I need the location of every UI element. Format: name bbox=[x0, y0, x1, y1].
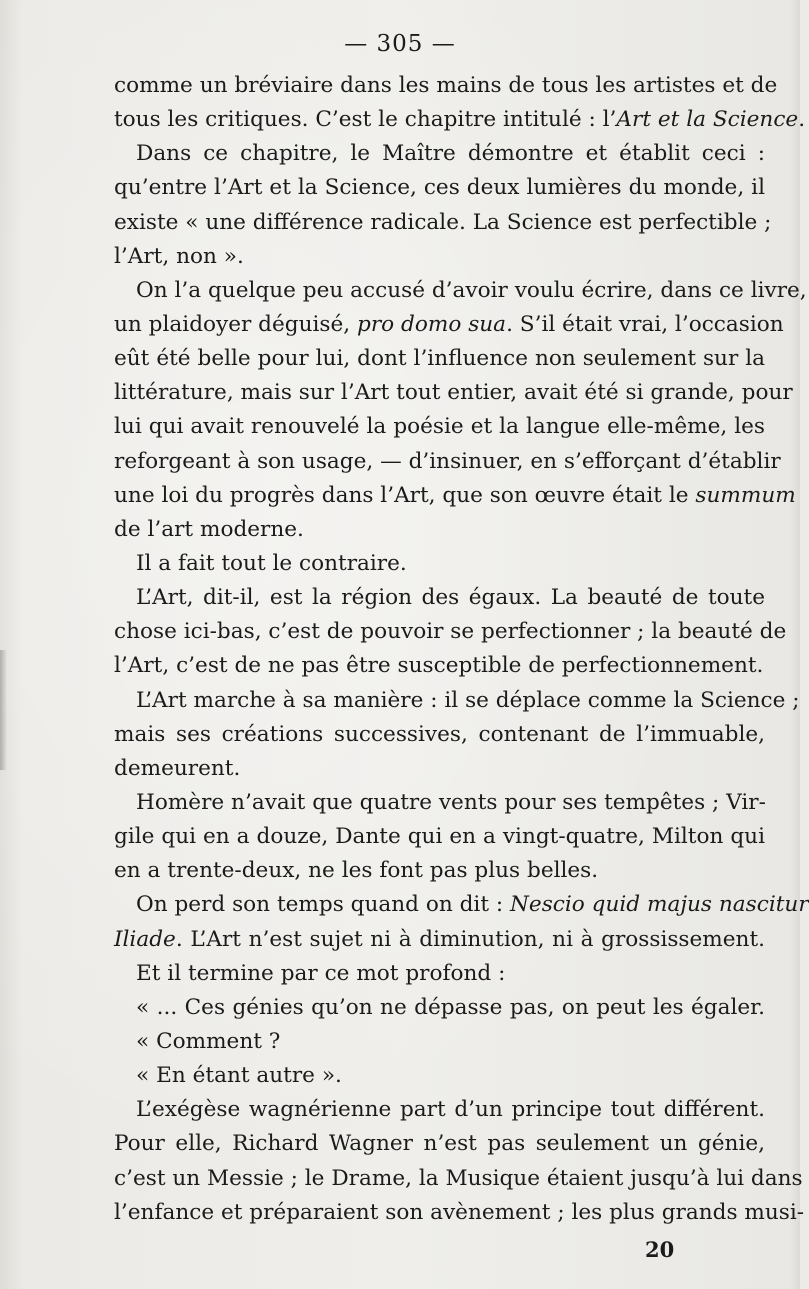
text-run: tous les critiques. C’est le chapitre intitulé : l’ bbox=[114, 107, 617, 133]
text-line bbox=[114, 649, 765, 683]
text-line bbox=[114, 786, 765, 820]
text-run: Homère n’avait que quatre vents pour ses tempêtes ; Vir- bbox=[136, 789, 766, 815]
text-line bbox=[114, 1162, 803, 1196]
text-run: l’Art, non ». bbox=[114, 243, 244, 269]
text-line bbox=[114, 445, 781, 479]
text-run: existe « une différence radicale. La Science est perfectible ; bbox=[114, 209, 772, 235]
text-line bbox=[114, 103, 806, 137]
text-run: en a trente-deux, ne les font pas plus belles. bbox=[114, 858, 599, 884]
text-run: une loi du progrès dans l’Art, que son œuvre était le bbox=[114, 482, 696, 508]
italic-text-run: pro domo sua bbox=[357, 311, 507, 337]
italic-text-run: Iliade bbox=[114, 926, 176, 952]
text-run: On l’a quelque peu accusé d’avoir voulu écrire, dans ce livre, bbox=[136, 277, 807, 303]
text-line bbox=[114, 1127, 765, 1161]
text-run: Pour elle, Richard Wagner n’est pas seulement un génie, bbox=[114, 1131, 765, 1157]
text-run: chose ici-bas, c’est de pouvoir se perfectionner ; la beauté de bbox=[114, 619, 787, 645]
text-line bbox=[114, 718, 765, 752]
text-run: littérature, mais sur l’Art tout entier, avait été si grande, pour bbox=[114, 380, 793, 406]
text-line bbox=[114, 308, 784, 342]
signature-mark: 20 bbox=[645, 1237, 675, 1262]
text-run: L’Art, dit-il, est la région des égaux. La beauté de toute bbox=[136, 585, 765, 611]
page-binding-shadow bbox=[0, 650, 7, 770]
text-line bbox=[114, 376, 793, 410]
text-run: demeurent. bbox=[114, 755, 241, 781]
text-line bbox=[114, 752, 765, 786]
text-run: de l’art moderne. bbox=[114, 516, 304, 542]
text-line bbox=[114, 479, 796, 513]
text-line bbox=[114, 581, 765, 615]
text-line bbox=[114, 69, 778, 103]
text-line bbox=[114, 171, 765, 205]
text-line bbox=[114, 206, 772, 240]
text-line bbox=[114, 137, 765, 171]
text-run: On perd son temps quand on dit : bbox=[136, 892, 511, 918]
text-line bbox=[114, 923, 765, 957]
body-text bbox=[114, 69, 809, 1230]
text-line bbox=[114, 274, 807, 308]
text-line bbox=[114, 342, 765, 376]
text-run: Dans ce chapitre, le Maître démontre et établit ceci : bbox=[136, 141, 765, 167]
text-run: l’enfance et préparaient son avènement ; les plus grands musi- bbox=[114, 1199, 805, 1225]
text-line bbox=[114, 1196, 805, 1230]
text-line bbox=[114, 1093, 765, 1127]
text-line bbox=[114, 991, 765, 1025]
text-line bbox=[114, 957, 765, 991]
text-run: un plaidoyer déguisé, bbox=[114, 311, 358, 337]
text-line bbox=[114, 854, 765, 888]
text-line bbox=[114, 547, 765, 581]
text-line bbox=[114, 1025, 765, 1059]
italic-text-run: Nescio quid majus nascitur bbox=[510, 892, 809, 918]
text-line bbox=[114, 513, 765, 547]
italic-text-run: Art et la Science bbox=[616, 107, 799, 133]
text-run: Il a fait tout le contraire. bbox=[136, 550, 407, 576]
italic-text-run: summum bbox=[695, 482, 796, 508]
text-line bbox=[114, 1059, 765, 1093]
text-run: « Comment ? bbox=[136, 1028, 281, 1054]
text-line bbox=[114, 684, 800, 718]
text-run: L’exégèse wagnérienne part d’un principe tout différent. bbox=[136, 1097, 765, 1123]
text-run: gile qui en a douze, Dante qui en a vingt-quatre, Milton qui bbox=[114, 824, 765, 850]
text-run: reforgeant à son usage, — d’insinuer, en s’efforçant d’établir bbox=[114, 448, 781, 474]
text-run: comme un bréviaire dans les mains de tous les artistes et de bbox=[114, 73, 778, 98]
text-line bbox=[114, 888, 809, 922]
text-run: . S’il était vrai, l’occasion bbox=[506, 311, 784, 337]
text-line bbox=[114, 820, 765, 854]
text-run: L’Art marche à sa manière : il se déplace comme la Science ; bbox=[136, 687, 800, 713]
text-run: mais ses créations successives, contenant de l’immuable, bbox=[114, 721, 765, 747]
text-line bbox=[114, 240, 765, 274]
text-run: . L’Art n’est sujet ni à diminution, ni à grossissement. bbox=[175, 926, 765, 952]
text-run: qu’entre l’Art et la Science, ces deux lumières du monde, il bbox=[114, 175, 765, 201]
text-run: « ... Ces génies qu’on ne dépasse pas, on peut les égaler. bbox=[136, 994, 765, 1020]
text-run: « En étant autre ». bbox=[136, 1063, 342, 1089]
text-line bbox=[114, 410, 765, 444]
text-run: l’Art, c’est de ne pas être susceptible de perfectionnement. bbox=[114, 653, 764, 679]
text-line bbox=[114, 615, 787, 649]
text-run: lui qui avait renouvelé la poésie et la langue elle-même, les bbox=[114, 414, 765, 440]
text-run: Et il termine par ce mot profond : bbox=[136, 960, 506, 986]
page-header-number: — 305 — bbox=[344, 31, 456, 57]
text-run: c’est un Messie ; le Drame, la Musique étaient jusqu’à lui dans bbox=[114, 1165, 803, 1191]
text-run: eût été belle pour lui, dont l’influence non seulement sur la bbox=[114, 346, 765, 372]
text-run: . bbox=[798, 107, 806, 133]
